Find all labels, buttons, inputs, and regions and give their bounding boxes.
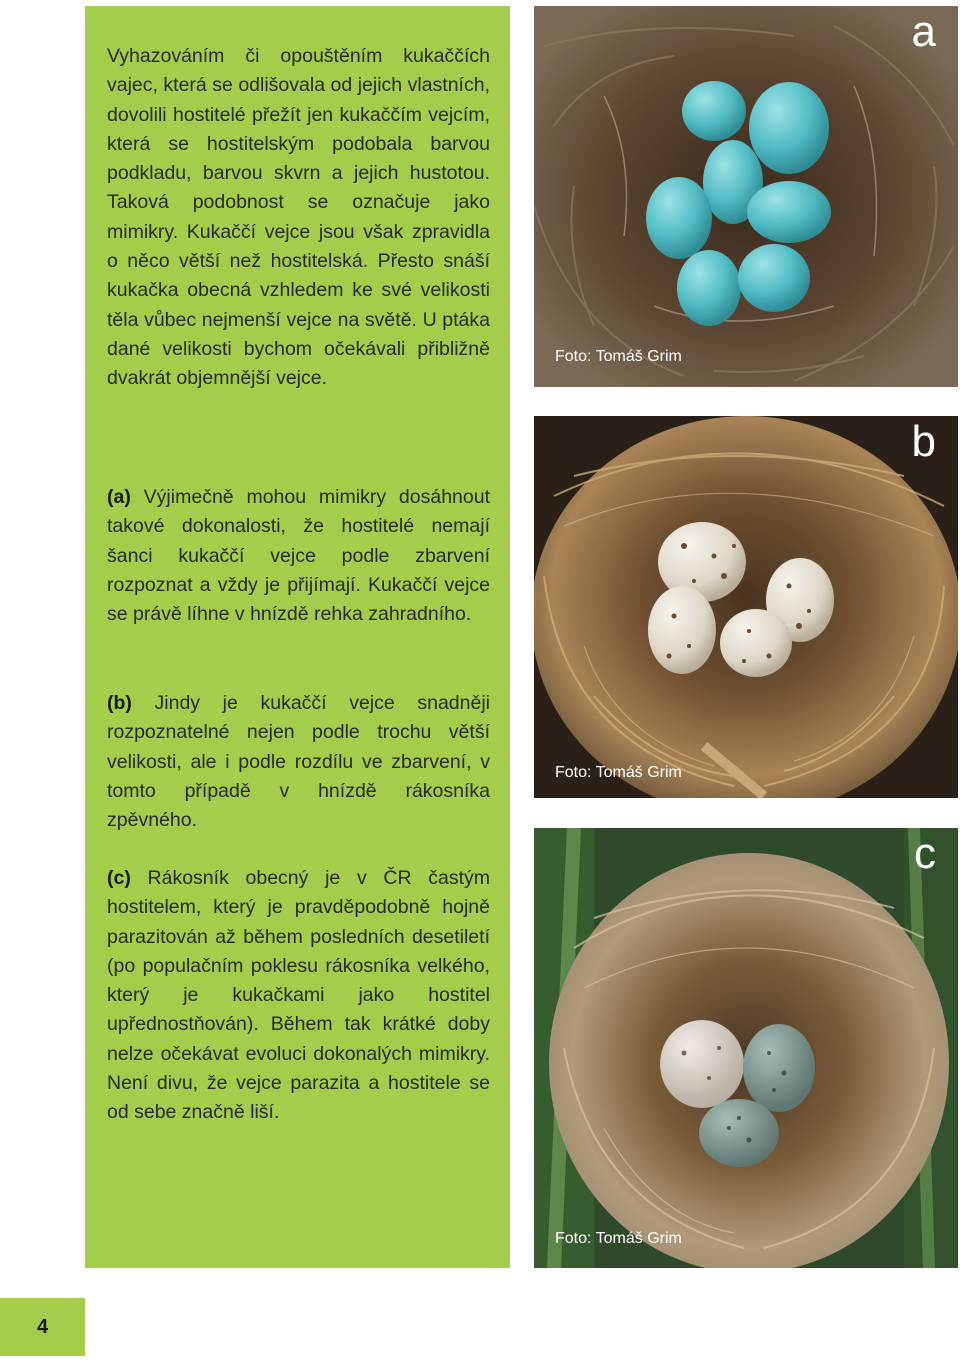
nest-photo-c-image [534,828,958,1268]
photo-credit-c: Foto: Tomáš Grim [555,1230,682,1247]
photo-credit-a: Foto: Tomáš Grim [555,348,682,365]
photo-nest-speckled-eggs [534,416,958,798]
caption-c-label: (c) [107,867,131,889]
caption-b-text: Jindy je kukaččí vejce snadněji rozpoznatelné nejen podle trochu větší velikosti, ale i podle rozdílu ve zbarvení, v tomto případě v hnízdě rákosníka zpěvného. [107,692,490,832]
photo-letter-b: b [911,417,936,466]
intro-paragraph: Vyhazováním či opouštěním kukaččích vajec, která se odlišovala od jejich vlastních, dovolili hostitelé přežít jen kukaččím vejcím, která se hostitelským podobala barvou podkladu, barvou skvrn a jejich hustotou. Taková podobnost se označuje jako mimikry. Kukaččí vejce jsou však zpravidla o něco větší než hostitelská. Přesto snáší kukačka obecná vzhledem ke své velikosti těla vůbec nejmenší vejce na světě. U ptáka dané velikosti bychom očekávali přibližně dvakrát objemnější vejce. [107,45,490,390]
caption-c-text: Rákosník obecný je v ČR častým hostitelem, který je pravděpodobně hojně parazitován až během posledních desetiletí (po populačním poklesu rákosníka velkého, který je kukačkami jako hostitel upřednostňován). Během tak krátké doby nelze očekávat evoluci dokonalých mimikry. Není divu, že vejce parazita a hostitele se od sebe značně liší. [107,867,490,1124]
caption-a-paragraph [107,483,490,629]
caption-a-label: (a) [107,486,131,508]
page-number: 4 [0,1298,85,1356]
photo-letter-a: a [911,7,936,56]
caption-a-text: Výjimečně mohou mimikry dosáhnout takové dokonalosti, že hostitelé nemají šanci kukaččí vejce podle zbarvení rozpoznat a vždy je přijímají. Kukaččí vejce se právě líhne v hnízdě rehka zahradního. [107,486,490,626]
nest-photo-a-image [534,6,958,387]
nest-photo-b-image [534,416,958,798]
photo-letter-c: c [914,829,936,878]
caption-c-paragraph [107,864,490,1128]
caption-b-label: (b) [107,692,132,714]
photo-credit-b: Foto: Tomáš Grim [555,764,682,781]
text-panel [85,6,510,1268]
photo-nest-blue-eggs [534,6,958,387]
caption-b-paragraph [107,689,490,835]
photo-nest-mixed-eggs [534,828,958,1268]
